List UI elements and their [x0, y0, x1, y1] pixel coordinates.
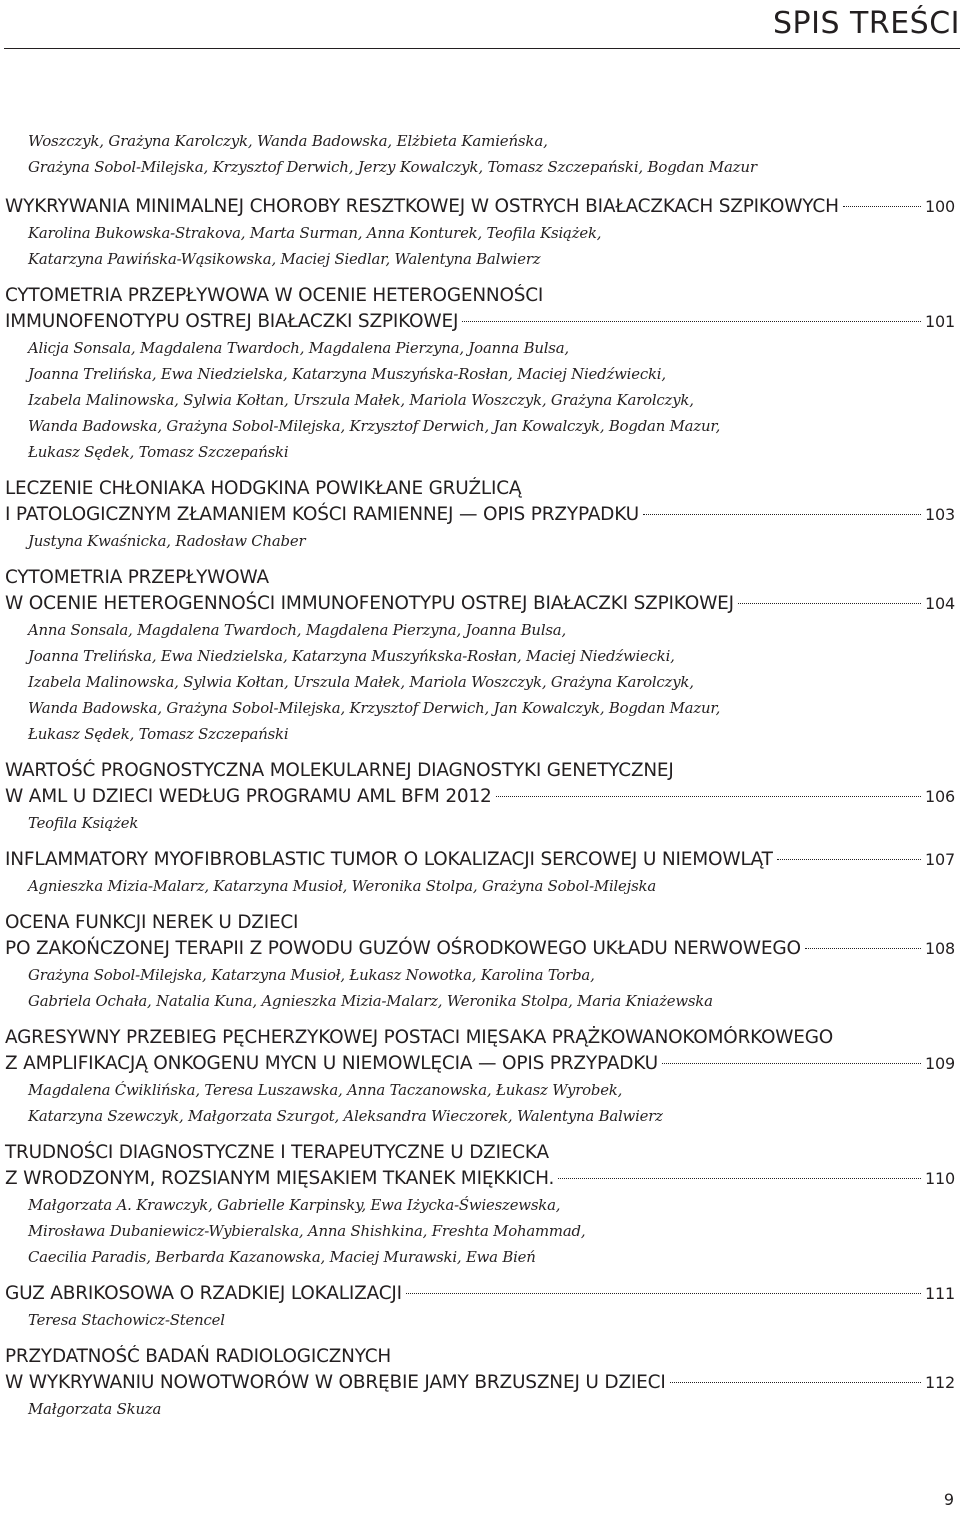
entry-title-row — [5, 1370, 955, 1396]
toc-entry — [5, 283, 955, 465]
entry-title-row — [5, 784, 955, 810]
author-line: Izabela Malinowska, Sylwia Kołtan, Urszula Małek, Mariola Woszczyk, Grażyna Karolczyk, — [28, 391, 694, 409]
entry-title-line: CYTOMETRIA PRZEPŁYWOWA — [5, 567, 269, 588]
entry-title-line: W OCENIE HETEROGENNOŚCI IMMUNOFENOTYPU OSTREJ BIAŁACZKI SZPIKOWEJ — [5, 593, 734, 614]
author-line: Grażyna Sobol-Milejska, Katarzyna Musioł, Łukasz Nowotka, Karolina Torba, — [28, 966, 595, 984]
entry-authors — [5, 1396, 955, 1422]
author-line: Wanda Badowska, Grażyna Sobol-Milejska, Krzysztof Derwich, Jan Kowalczyk, Bogdan Mazur, — [28, 417, 721, 435]
entry-title-line: AGRESYWNY PRZEBIEG PĘCHERZYKOWEJ POSTACI MIĘSAKA PRĄŻKOWANOKOMÓRKOWEGO — [5, 1027, 834, 1048]
entry-title-line: INFLAMMATORY MYOFIBROBLASTIC TUMOR O LOKALIZACJI SERCOWEJ U NIEMOWLĄT — [5, 849, 773, 870]
dot-leader — [670, 1382, 921, 1383]
toc-entry — [5, 476, 955, 554]
entry-authors — [5, 220, 955, 272]
author-line: Teresa Stachowicz-Stencel — [28, 1311, 225, 1329]
author-line: Alicja Sonsala, Magdalena Twardoch, Magdalena Pierzyna, Joanna Bulsa, — [28, 339, 569, 357]
entry-title-row — [5, 309, 955, 335]
intro-authors — [28, 128, 757, 180]
toc-entry — [5, 1281, 955, 1333]
toc-entry — [5, 194, 955, 272]
entry-title-line: Z WRODZONYM, ROZSIANYM MIĘSAKIEM TKANEK MIĘKKICH. — [5, 1168, 555, 1189]
entry-authors — [5, 617, 955, 747]
author-line: Woszczyk, Grażyna Karolczyk, Wanda Badowska, Elżbieta Kamieńska, — [28, 132, 548, 150]
dot-leader — [496, 796, 921, 797]
entry-title-row — [5, 1166, 955, 1192]
entry-authors — [5, 1192, 955, 1270]
toc-entry — [5, 1025, 955, 1129]
entry-authors — [5, 873, 955, 899]
dot-leader — [843, 206, 921, 207]
toc-entry — [5, 847, 955, 899]
author-line: Łukasz Sędek, Tomasz Szczepański — [28, 725, 289, 743]
entry-authors — [5, 810, 955, 836]
author-line: Mirosława Dubaniewicz-Wybieralska, Anna Shishkina, Freshta Mohammad, — [28, 1222, 586, 1240]
entry-page-number: 112 — [925, 1373, 955, 1392]
header-divider — [4, 48, 960, 49]
toc-entry — [5, 758, 955, 836]
entry-page-number: 108 — [925, 939, 955, 958]
toc-entries — [5, 194, 955, 1433]
author-line: Katarzyna Pawińska-Wąsikowska, Maciej Siedlar, Walentyna Balwierz — [28, 250, 541, 268]
entry-title-row — [5, 502, 955, 528]
author-line: Łukasz Sędek, Tomasz Szczepański — [28, 443, 289, 461]
toc-entry — [5, 1140, 955, 1270]
author-line: Anna Sonsala, Magdalena Twardoch, Magdalena Pierzyna, Joanna Bulsa, — [28, 621, 567, 639]
entry-authors — [5, 528, 955, 554]
dot-leader — [738, 603, 921, 604]
entry-page-number: 107 — [925, 850, 955, 869]
author-line: Agnieszka Mizia-Malarz, Katarzyna Musioł, Weronika Stolpa, Grażyna Sobol-Milejska — [28, 877, 657, 895]
dot-leader — [643, 514, 921, 515]
entry-title-row — [5, 1281, 955, 1307]
dot-leader — [558, 1178, 921, 1179]
entry-page-number: 104 — [925, 594, 955, 613]
entry-title-line: TRUDNOŚCI DIAGNOSTYCZNE I TERAPEUTYCZNE U DZIECKA — [5, 1142, 549, 1163]
dot-leader — [406, 1293, 921, 1294]
dot-leader — [777, 859, 921, 860]
entry-title-line: OCENA FUNKCJI NEREK U DZIECI — [5, 912, 299, 933]
entry-title-row — [5, 194, 955, 220]
entry-title-line: I PATOLOGICZNYM ZŁAMANIEM KOŚCI RAMIENNEJ — OPIS PRZYPADKU — [5, 504, 639, 525]
toc-entry — [5, 565, 955, 747]
entry-title-row — [5, 591, 955, 617]
entry-title-line: PRZYDATNOŚĆ BADAŃ RADIOLOGICZNYCH — [5, 1346, 392, 1367]
entry-title-line: WYKRYWANIA MINIMALNEJ CHOROBY RESZTKOWEJ W OSTRYCH BIAŁACZKACH SZPIKOWYCH — [5, 196, 839, 217]
entry-title-line: PO ZAKOŃCZONEJ TERAPII Z POWODU GUZÓW OŚRODKOWEGO UKŁADU NERWOWEGO — [5, 938, 801, 959]
entry-title-row — [5, 1051, 955, 1077]
author-line: Wanda Badowska, Grażyna Sobol-Milejska, Krzysztof Derwich, Jan Kowalczyk, Bogdan Mazur, — [28, 699, 721, 717]
author-line: Małgorzata A. Krawczyk, Gabrielle Karpinsky, Ewa Iżycka-Świeszewska, — [28, 1196, 561, 1214]
page-number: 9 — [943, 1490, 954, 1509]
dot-leader — [805, 948, 921, 949]
author-line: Grażyna Sobol-Milejska, Krzysztof Derwich, Jerzy Kowalczyk, Tomasz Szczepański, Bogdan Mazur — [28, 158, 757, 176]
entry-title-row — [5, 847, 955, 873]
author-line: Caecilia Paradis, Berbarda Kazanowska, Maciej Murawski, Ewa Bień — [28, 1248, 536, 1266]
author-line: Katarzyna Szewczyk, Małgorzata Szurgot, Aleksandra Wieczorek, Walentyna Balwierz — [28, 1107, 663, 1125]
entry-title-line: LECZENIE CHŁONIAKA HODGKINA POWIKŁANE GRUŹLICĄ — [5, 478, 522, 499]
entry-title-row — [5, 936, 955, 962]
entry-authors — [5, 1077, 955, 1129]
entry-title-line: IMMUNOFENOTYPU OSTREJ BIAŁACZKI SZPIKOWEJ — [5, 311, 459, 332]
author-line: Izabela Malinowska, Sylwia Kołtan, Urszula Małek, Mariola Woszczyk, Grażyna Karolczyk, — [28, 673, 694, 691]
entry-title-line: WARTOŚĆ PROGNOSTYCZNA MOLEKULARNEJ DIAGNOSTYKI GENETYCZNEJ — [5, 760, 674, 781]
page-title: SPIS TREŚCI — [772, 6, 960, 41]
entry-title-line: W WYKRYWANIU NOWOTWORÓW W OBRĘBIE JAMY BRZUSZNEJ U DZIECI — [5, 1372, 666, 1393]
author-line: Gabriela Ochała, Natalia Kuna, Agnieszka Mizia-Malarz, Weronika Stolpa, Maria Kniażewska — [28, 992, 713, 1010]
entry-page-number: 101 — [925, 312, 955, 331]
entry-title-line: GUZ ABRIKOSOWA O RZADKIEJ LOKALIZACJI — [5, 1283, 402, 1304]
entry-page-number: 110 — [925, 1169, 955, 1188]
entry-page-number: 106 — [925, 787, 955, 806]
author-line: Joanna Trelińska, Ewa Niedzielska, Katarzyna Muszyńska-Rosłan, Maciej Niedźwiecki, — [28, 365, 666, 383]
entry-page-number: 100 — [925, 197, 955, 216]
author-line: Małgorzata Skuza — [28, 1400, 162, 1418]
author-line: Joanna Trelińska, Ewa Niedzielska, Katarzyna Muszyńkska-Rosłan, Maciej Niedźwiecki, — [28, 647, 675, 665]
entry-page-number: 109 — [925, 1054, 955, 1073]
entry-title-line: Z AMPLIFIKACJĄ ONKOGENU MYCN U NIEMOWLĘCIA — OPIS PRZYPADKU — [5, 1053, 659, 1074]
entry-page-number: 103 — [925, 505, 955, 524]
author-line: Justyna Kwaśnicka, Radosław Chaber — [28, 532, 306, 550]
dot-leader — [462, 321, 921, 322]
entry-authors — [5, 1307, 955, 1333]
entry-title-line: CYTOMETRIA PRZEPŁYWOWA W OCENIE HETEROGENNOŚCI — [5, 285, 544, 306]
author-line: Karolina Bukowska-Strakova, Marta Surman, Anna Konturek, Teofila Książek, — [28, 224, 602, 242]
toc-entry — [5, 1344, 955, 1422]
entry-page-number: 111 — [925, 1284, 955, 1303]
dot-leader — [662, 1063, 921, 1064]
entry-title-line: W AML U DZIECI WEDŁUG PROGRAMU AML BFM 2012 — [5, 786, 492, 807]
toc-entry — [5, 910, 955, 1014]
author-line: Teofila Książek — [28, 814, 139, 832]
author-line: Magdalena Ćwiklińska, Teresa Luszawska, Anna Taczanowska, Łukasz Wyrobek, — [28, 1081, 623, 1099]
entry-authors — [5, 962, 955, 1014]
entry-authors — [5, 335, 955, 465]
